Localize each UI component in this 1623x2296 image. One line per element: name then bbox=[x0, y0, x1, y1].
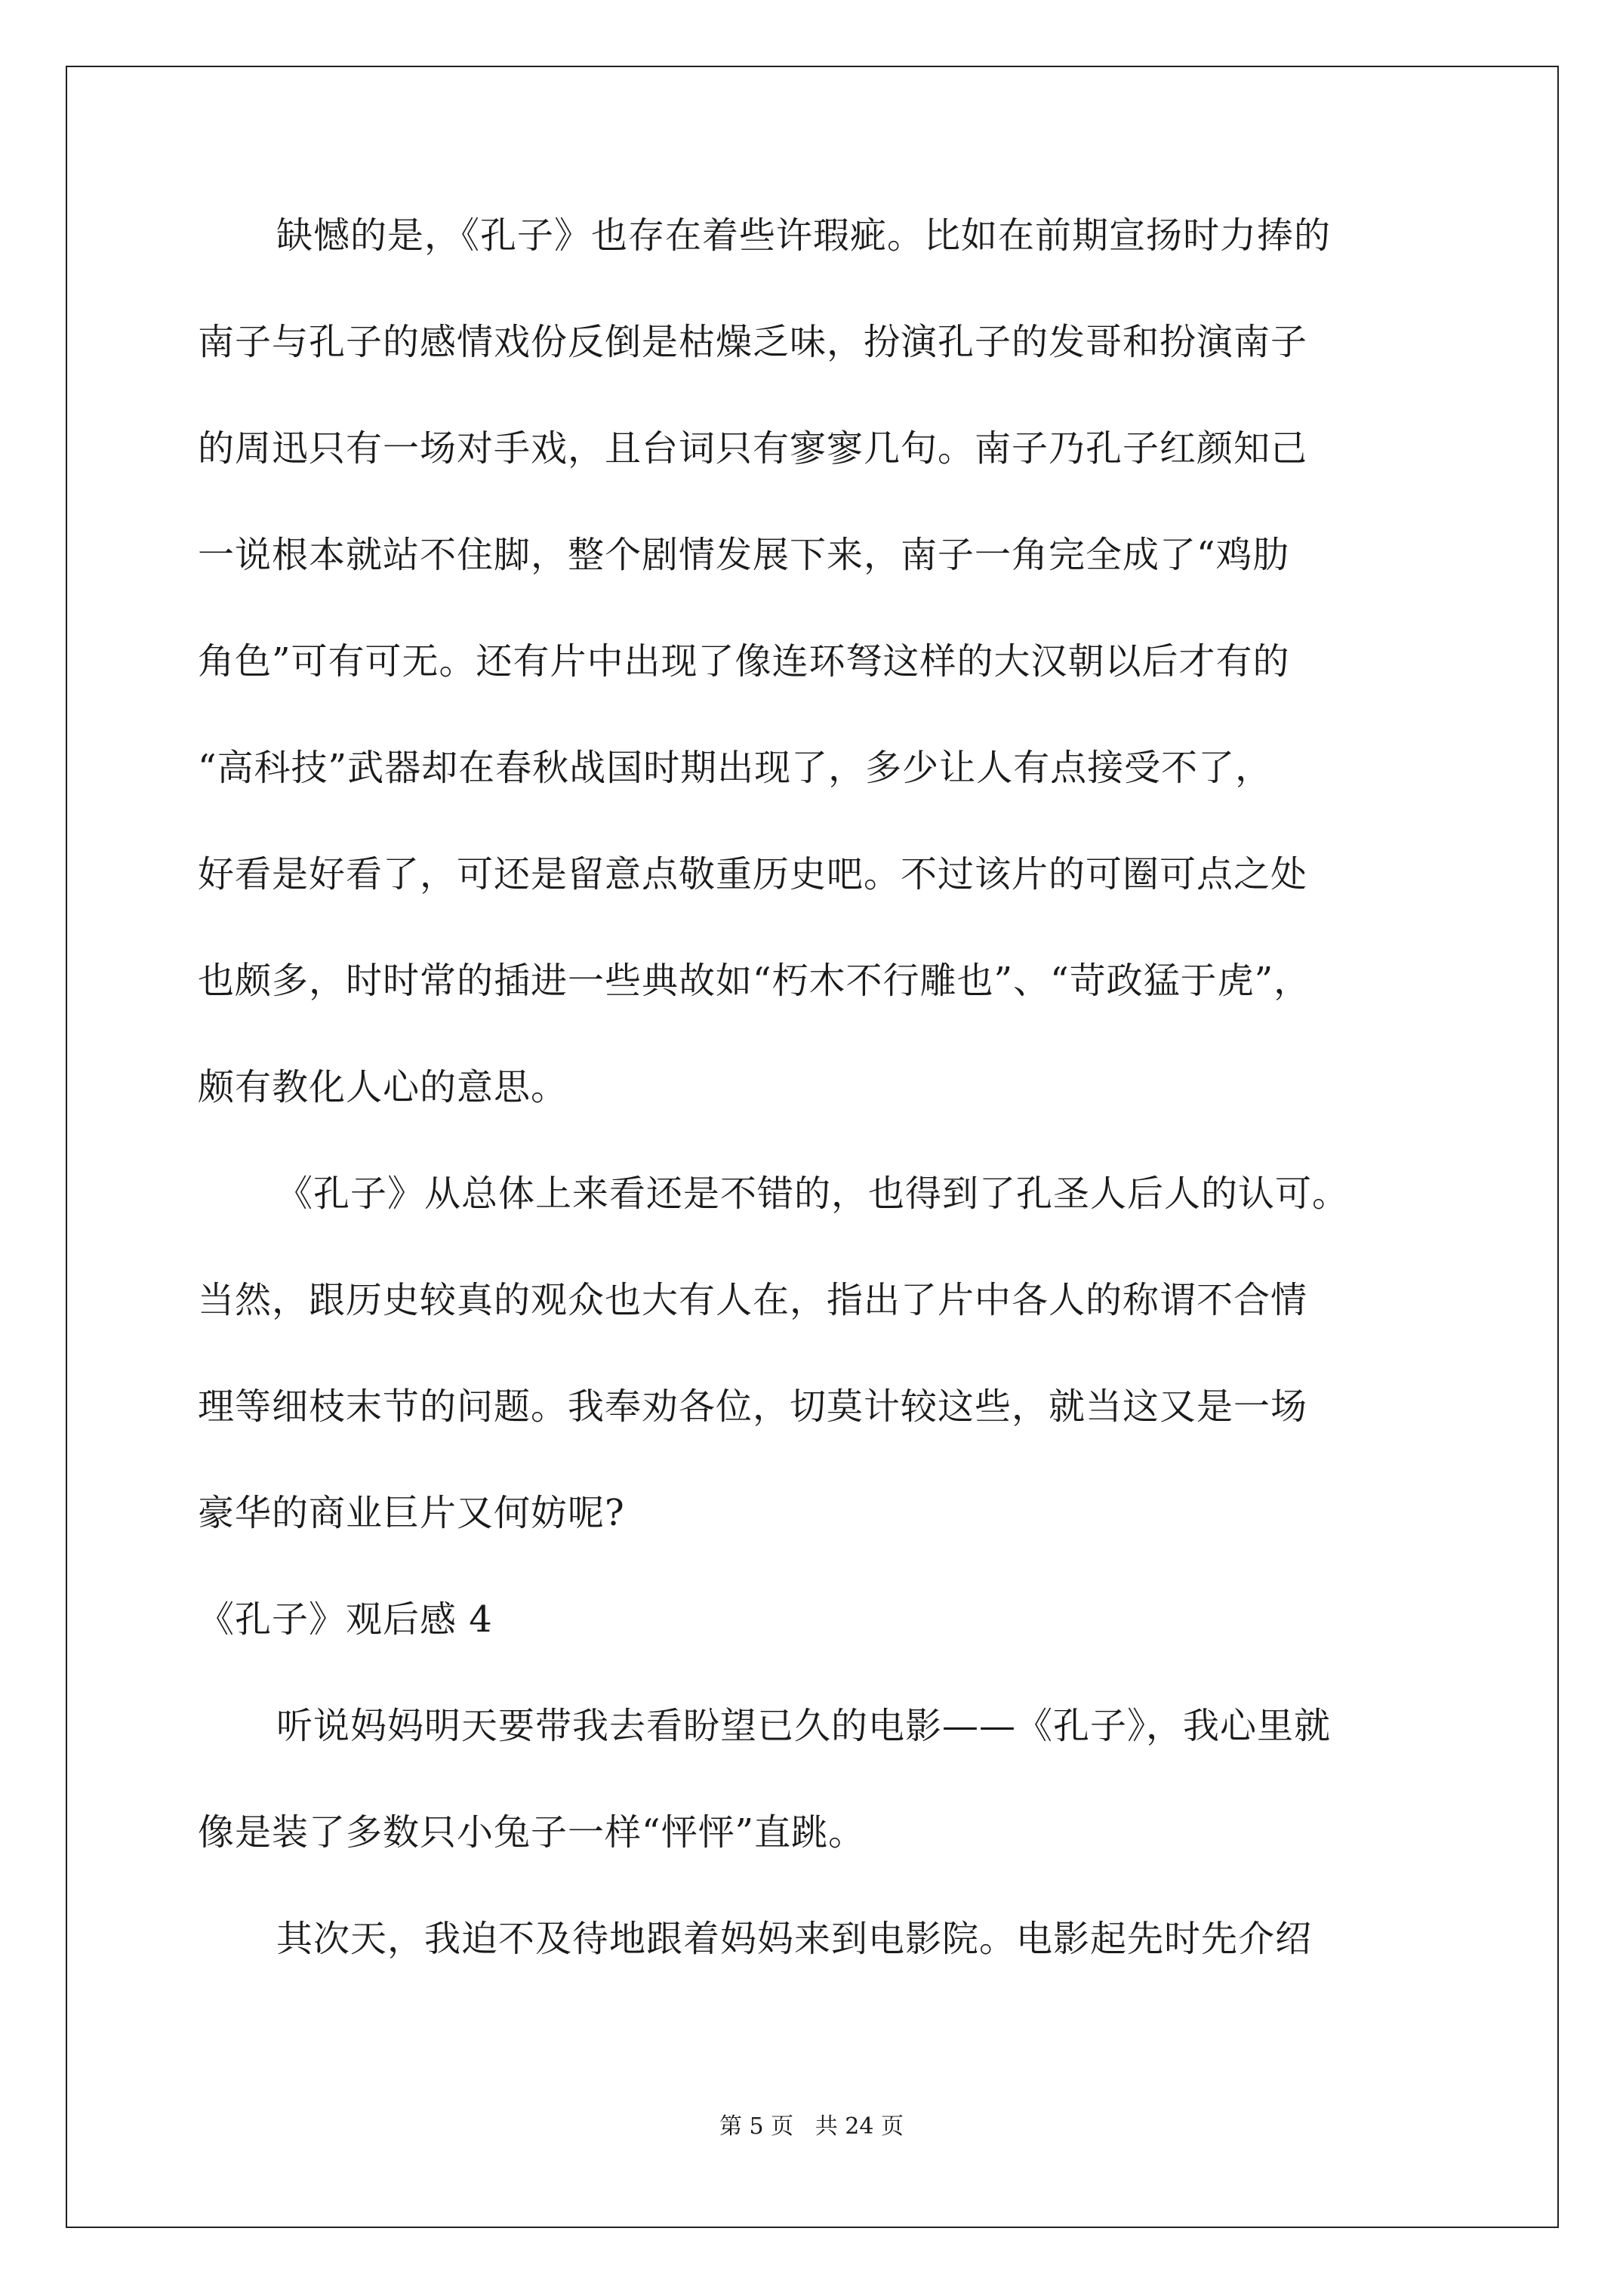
page-total: 共 24 页 bbox=[815, 2113, 904, 2140]
footer-spacer bbox=[793, 2113, 815, 2140]
paragraph-line: 角色”可有可无。还有片中出现了像连环弩这样的大汉朝以后才有的 bbox=[198, 640, 1290, 683]
document-body bbox=[198, 213, 1428, 2023]
paragraph-line: 一说根本就站不住脚，整个剧情发展下来，南子一角完全成了“鸡肋 bbox=[198, 534, 1290, 576]
paragraph-line: 颇有教化人心的意思。 bbox=[198, 1066, 568, 1108]
paragraph-line: 理等细枝末节的问题。我奉劝各位，切莫计较这些，就当这又是一场 bbox=[198, 1385, 1308, 1428]
paragraph-line: 《孔子》从总体上来看还是不错的，也得到了孔圣人后人的认可。 bbox=[276, 1173, 1350, 1215]
paragraph-line: 听说妈妈明天要带我去看盼望已久的电影——《孔子》，我心里就 bbox=[276, 1705, 1332, 1747]
paragraph-line: 缺憾的是，《孔子》也存在着些许瑕疵。比如在前期宣扬时力捧的 bbox=[276, 214, 1332, 257]
section-heading: 《孔子》观后感 4 bbox=[198, 1598, 493, 1641]
paragraph-line: 像是装了多数只小兔子一样“怦怦”直跳。 bbox=[198, 1811, 866, 1854]
paragraph-line: 南子与孔子的感情戏份反倒是枯燥乏味，扮演孔子的发哥和扮演南子 bbox=[198, 321, 1308, 363]
page-footer bbox=[0, 2112, 1623, 2142]
paragraph-line: 好看是好看了，可还是留意点敬重历史吧。不过该片的可圈可点之处 bbox=[198, 853, 1308, 895]
page-number: 第 5 页 bbox=[719, 2113, 794, 2140]
paragraph-line: 的周迅只有一场对手戏，且台词只有寥寥几句。南子乃孔子红颜知己 bbox=[198, 427, 1308, 470]
paragraph-line: “高科技”武器却在春秋战国时期出现了，多少让人有点接受不了， bbox=[198, 747, 1273, 789]
paragraph-line: 豪华的商业巨片又何妨呢? bbox=[198, 1492, 625, 1534]
paragraph-line: 其次天，我迫不及待地跟着妈妈来到电影院。电影起先时先介绍 bbox=[276, 1918, 1313, 1960]
paragraph-line: 也颇多，时时常的插进一些典故如“朽木不行雕也”、“苛政猛于虎”， bbox=[198, 960, 1311, 1002]
paragraph-line: 当然，跟历史较真的观众也大有人在，指出了片中各人的称谓不合情 bbox=[198, 1279, 1308, 1321]
